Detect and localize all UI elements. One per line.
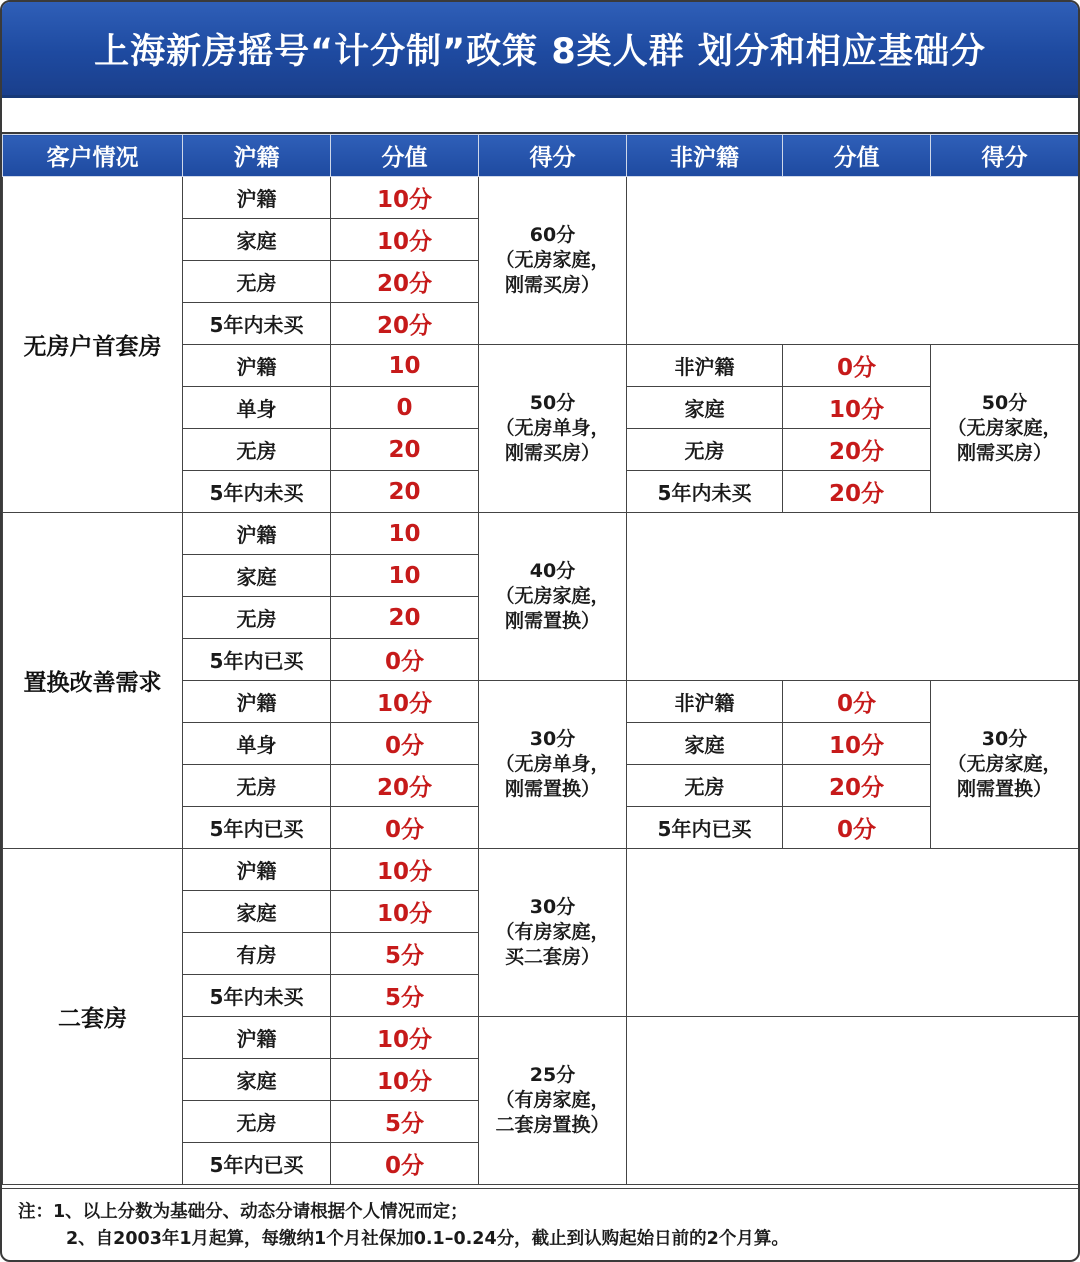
- group-label: 置换改善需求: [3, 513, 183, 849]
- local-item-label: 无房: [183, 429, 331, 471]
- local-item-value: 20分: [331, 303, 479, 345]
- local-total-desc1: （有房家庭，: [495, 921, 610, 943]
- local-item-value: 10分: [331, 891, 479, 933]
- local-total-desc2: 刚需置换）: [504, 610, 600, 632]
- local-item-label: 5年内已买: [183, 639, 331, 681]
- local-item-label: 单身: [183, 723, 331, 765]
- nonlocal-total-desc1: （无房家庭，: [947, 753, 1062, 775]
- header-nonlocal-value: 分值: [783, 135, 931, 177]
- local-item-label: 家庭: [183, 891, 331, 933]
- note-line-2: 2、自2003年1月起算，每缴纳1个月社保加0.1–0.24分，截止到认购起始日前的2个月算。: [66, 1229, 789, 1249]
- nonlocal-item-label: 家庭: [627, 723, 783, 765]
- local-item-label: 家庭: [183, 219, 331, 261]
- local-item-value: 20: [331, 471, 479, 513]
- nonlocal-item-label: 5年内未买: [627, 471, 783, 513]
- local-item-value: 20: [331, 597, 479, 639]
- nonlocal-item-label: 无房: [627, 765, 783, 807]
- local-item-label: 沪籍: [183, 1017, 331, 1059]
- local-item-value: 5分: [331, 933, 479, 975]
- nonlocal-item-value: 20分: [783, 429, 931, 471]
- local-item-value: 0分: [331, 807, 479, 849]
- local-item-label: 沪籍: [183, 513, 331, 555]
- local-item-value: 20分: [331, 765, 479, 807]
- local-item-label: 5年内未买: [183, 975, 331, 1017]
- local-total-desc1: （无房单身，: [495, 753, 610, 775]
- local-total-desc2: 刚需买房）: [504, 442, 600, 464]
- group-label: 无房户首套房: [3, 177, 183, 513]
- local-total: [479, 1017, 627, 1185]
- notes: [2, 1188, 1078, 1262]
- nonlocal-total-score: 50分: [981, 392, 1028, 414]
- local-item-label: 家庭: [183, 555, 331, 597]
- nonlocal-item-value: 10分: [783, 387, 931, 429]
- nonlocal-item-value: 0分: [783, 807, 931, 849]
- local-total-score: 30分: [529, 896, 576, 918]
- local-item-value: 10分: [331, 1017, 479, 1059]
- header-nonlocal-total: 得分: [931, 135, 1079, 177]
- local-item-label: 无房: [183, 261, 331, 303]
- local-item-value: 10分: [331, 849, 479, 891]
- local-total-desc1: （无房家庭，: [495, 249, 610, 271]
- local-total-score: 30分: [529, 728, 576, 750]
- note-line-1: 注：1、以上分数为基础分、动态分请根据个人情况而定；: [18, 1202, 468, 1222]
- local-item-value: 10: [331, 513, 479, 555]
- score-table: [2, 134, 1079, 1185]
- nonlocal-total-score: 30分: [981, 728, 1028, 750]
- local-item-value: 10分: [331, 1059, 479, 1101]
- group-label: 二套房: [3, 849, 183, 1185]
- nonlocal-empty: [627, 849, 1079, 1017]
- local-total-desc2: 刚需买房）: [504, 274, 600, 296]
- local-item-value: 10分: [331, 177, 479, 219]
- local-total: [479, 345, 627, 513]
- local-total-score: 60分: [529, 224, 576, 246]
- header-local-value: 分值: [331, 135, 479, 177]
- local-item-value: 10: [331, 345, 479, 387]
- nonlocal-total: [931, 345, 1079, 513]
- local-item-label: 无房: [183, 1101, 331, 1143]
- local-total: [479, 177, 627, 345]
- header-customer: 客户情况: [3, 135, 183, 177]
- nonlocal-item-label: 非沪籍: [627, 345, 783, 387]
- local-total-score: 40分: [529, 560, 576, 582]
- local-item-label: 无房: [183, 597, 331, 639]
- title-bar: [2, 2, 1078, 98]
- local-total-score: 25分: [529, 1064, 576, 1086]
- nonlocal-total-desc1: （无房家庭，: [947, 417, 1062, 439]
- nonlocal-item-label: 5年内已买: [627, 807, 783, 849]
- local-total-desc1: （无房家庭，: [495, 585, 610, 607]
- local-total-desc1: （有房家庭，: [495, 1089, 610, 1111]
- nonlocal-item-value: 0分: [783, 345, 931, 387]
- nonlocal-item-value: 0分: [783, 681, 931, 723]
- page-title: 上海新房摇号“计分制”政策 8类人群 划分和相应基础分: [94, 31, 986, 72]
- local-item-value: 5分: [331, 975, 479, 1017]
- local-total: [479, 681, 627, 849]
- nonlocal-item-value: 10分: [783, 723, 931, 765]
- local-item-label: 家庭: [183, 1059, 331, 1101]
- table-row: [3, 177, 1079, 219]
- local-item-value: 10分: [331, 219, 479, 261]
- header-nonlocal: 非沪籍: [627, 135, 783, 177]
- table-row: [3, 513, 1079, 555]
- local-item-label: 无房: [183, 765, 331, 807]
- local-total: [479, 513, 627, 681]
- nonlocal-item-value: 20分: [783, 471, 931, 513]
- local-item-value: 10分: [331, 681, 479, 723]
- local-item-label: 沪籍: [183, 681, 331, 723]
- nonlocal-item-label: 无房: [627, 429, 783, 471]
- local-item-value: 0分: [331, 1143, 479, 1185]
- nonlocal-item-value: 20分: [783, 765, 931, 807]
- local-item-label: 5年内已买: [183, 1143, 331, 1185]
- local-item-value: 20: [331, 429, 479, 471]
- header-local: 沪籍: [183, 135, 331, 177]
- local-item-value: 0: [331, 387, 479, 429]
- header-local-total: 得分: [479, 135, 627, 177]
- nonlocal-empty: [627, 1017, 1079, 1185]
- local-item-label: 有房: [183, 933, 331, 975]
- nonlocal-total-desc2: 刚需置换）: [956, 778, 1052, 800]
- local-item-label: 沪籍: [183, 849, 331, 891]
- local-total-desc1: （无房单身，: [495, 417, 610, 439]
- blank-row: [2, 98, 1078, 134]
- header-row: [3, 135, 1079, 177]
- local-item-label: 5年内已买: [183, 807, 331, 849]
- local-total-desc2: 二套房置换）: [495, 1114, 610, 1136]
- local-item-label: 5年内未买: [183, 303, 331, 345]
- nonlocal-item-label: 非沪籍: [627, 681, 783, 723]
- local-total: [479, 849, 627, 1017]
- local-total-score: 50分: [529, 392, 576, 414]
- nonlocal-total-desc2: 刚需买房）: [956, 442, 1052, 464]
- local-item-label: 单身: [183, 387, 331, 429]
- nonlocal-total: [931, 681, 1079, 849]
- local-item-label: 沪籍: [183, 345, 331, 387]
- local-item-value: 0分: [331, 639, 479, 681]
- nonlocal-empty: [627, 513, 1079, 681]
- nonlocal-empty: [627, 177, 1079, 345]
- table-row: [3, 849, 1079, 891]
- local-item-value: 5分: [331, 1101, 479, 1143]
- local-item-value: 20分: [331, 261, 479, 303]
- local-item-value: 0分: [331, 723, 479, 765]
- local-total-desc2: 刚需置换）: [504, 778, 600, 800]
- local-item-label: 沪籍: [183, 177, 331, 219]
- local-total-desc2: 买二套房）: [504, 946, 600, 968]
- local-item-label: 5年内未买: [183, 471, 331, 513]
- local-item-value: 10: [331, 555, 479, 597]
- nonlocal-item-label: 家庭: [627, 387, 783, 429]
